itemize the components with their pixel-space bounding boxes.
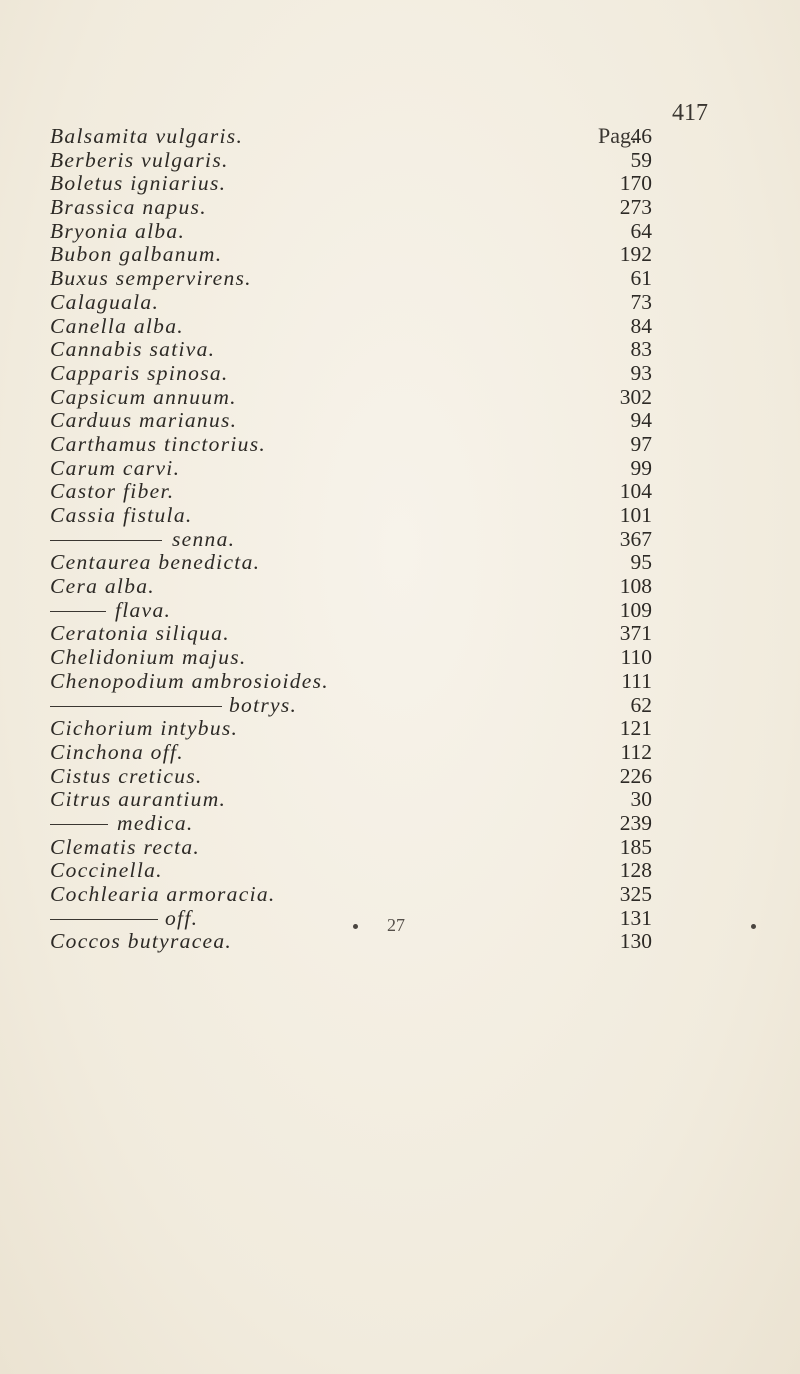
entry-name: flava. (115, 597, 172, 622)
index-entry-sub (0, 527, 800, 551)
index-entry (0, 171, 800, 195)
entry-name: Cichorium intybus. (50, 716, 239, 741)
entry-name: Capsicum annuum. (50, 384, 237, 409)
entry-page: 61 (630, 266, 652, 291)
entry-page: 273 (619, 195, 652, 220)
index-entry (0, 290, 800, 314)
entry-page: 46 (630, 124, 652, 148)
index-entry (0, 740, 800, 764)
entry-name: Boletus igniarius. (50, 171, 227, 196)
entry-page: 99 (630, 455, 652, 480)
index-entry (0, 148, 800, 172)
index-entry-sub (0, 598, 800, 622)
index-entry (0, 337, 800, 361)
entry-name: Carum carvi. (50, 455, 181, 480)
entry-name: Berberis vulgaris. (50, 147, 229, 172)
index-entry (0, 385, 800, 409)
index-entry (0, 219, 800, 243)
ink-spot (751, 924, 756, 929)
pag-label: Pag. (598, 123, 637, 148)
index-entry (0, 266, 800, 290)
entry-page: 73 (630, 289, 652, 314)
index-entry (0, 456, 800, 480)
entry-page: 371 (619, 621, 652, 646)
index-entry-sub (0, 693, 800, 717)
entry-name: botrys. (229, 692, 298, 717)
index-entry (0, 432, 800, 456)
page-number: 417 (672, 100, 708, 126)
ditto-dash (50, 540, 162, 541)
entry-name: Centaurea benedicta. (50, 550, 261, 575)
entry-name: Chelidonium majus. (50, 645, 247, 670)
entry-page: 185 (619, 834, 652, 859)
entry-page: 128 (619, 858, 652, 883)
entry-name: Cera alba. (50, 574, 155, 599)
entry-name: Bubon galbanum. (50, 242, 223, 267)
entry-page: 109 (619, 597, 652, 622)
entry-page: 59 (630, 147, 652, 172)
entry-name: Bryonia alba. (50, 218, 186, 243)
index-entry (0, 242, 800, 266)
entry-name: Cochlearia armoracia. (50, 882, 276, 906)
index-entry (0, 574, 800, 598)
entry-page: 95 (630, 550, 652, 575)
entry-name: Cistus creticus. (50, 763, 203, 788)
entry-page: 121 (619, 716, 652, 741)
index-entry (0, 550, 800, 574)
entry-page: 83 (630, 337, 652, 362)
index-list (0, 124, 800, 953)
index-entry (0, 503, 800, 527)
entry-page: 302 (619, 384, 652, 409)
entry-page: 239 (619, 810, 652, 835)
entry-name: Carthamus tinctorius. (50, 431, 267, 456)
index-entry (0, 195, 800, 219)
entry-page: 130 (619, 929, 652, 954)
index-entry (0, 858, 800, 882)
entry-page: 64 (630, 218, 652, 243)
index-entry (0, 882, 800, 906)
index-entry (0, 716, 800, 740)
index-entry (0, 645, 800, 669)
entry-page: 104 (619, 479, 652, 504)
entry-page: 131 (619, 905, 652, 930)
entry-page: 325 (619, 882, 652, 906)
entry-name: Balsamita vulgaris. (50, 124, 244, 148)
entry-page: 97 (630, 431, 652, 456)
entry-page: 108 (619, 574, 652, 599)
ink-spot (353, 924, 358, 929)
entry-page: 84 (630, 313, 652, 338)
entry-name: Cinchona off. (50, 739, 184, 764)
entry-page: 111 (621, 668, 652, 693)
entry-name: Canella alba. (50, 313, 184, 338)
entry-name: Clematis recta. (50, 834, 201, 859)
index-entry (0, 764, 800, 788)
signature-mark: 27 (387, 915, 405, 935)
ditto-dash (50, 919, 158, 920)
entry-name: Castor fiber. (50, 479, 175, 504)
entry-page: 101 (619, 503, 652, 527)
index-entry (0, 479, 800, 503)
entry-name: Capparis spinosa. (50, 360, 229, 385)
ditto-dash (50, 706, 222, 707)
entry-name: off. (165, 905, 199, 930)
ditto-dash (50, 824, 108, 825)
entry-name: Calaguala. (50, 289, 160, 314)
entry-name: Coccos butyracea. (50, 929, 233, 954)
entry-page: 367 (619, 526, 652, 551)
entry-page: 226 (619, 763, 652, 788)
index-entry (0, 314, 800, 338)
entry-name: medica. (117, 810, 194, 835)
index-entry (0, 408, 800, 432)
entry-page: 110 (620, 645, 652, 670)
entry-page: 94 (630, 408, 652, 433)
entry-page: 192 (619, 242, 652, 267)
entry-name: Brassica napus. (50, 195, 207, 220)
entry-name: senna. (172, 526, 236, 551)
index-entry (0, 835, 800, 859)
entry-page: 170 (619, 171, 652, 196)
index-entry-sub (0, 811, 800, 835)
entry-name: Ceratonia siliqua. (50, 621, 230, 646)
entry-page: 30 (630, 787, 652, 812)
index-entry (0, 621, 800, 645)
entry-name: Cannabis sativa. (50, 337, 216, 362)
index-entry (0, 361, 800, 385)
entry-name: Chenopodium ambrosioides. (50, 668, 329, 693)
entry-name: Carduus marianus. (50, 408, 238, 433)
entry-name: Coccinella. (50, 858, 163, 883)
entry-name: Citrus aurantium. (50, 787, 227, 812)
entry-page: 62 (630, 692, 652, 717)
entry-name: Cassia fistula. (50, 503, 193, 527)
index-entry (0, 787, 800, 811)
index-entry (0, 669, 800, 693)
entry-page: 112 (620, 739, 652, 764)
index-entry (0, 124, 800, 148)
ditto-dash (50, 611, 106, 612)
entry-name: Buxus sempervirens. (50, 266, 252, 291)
entry-page: 93 (630, 360, 652, 385)
